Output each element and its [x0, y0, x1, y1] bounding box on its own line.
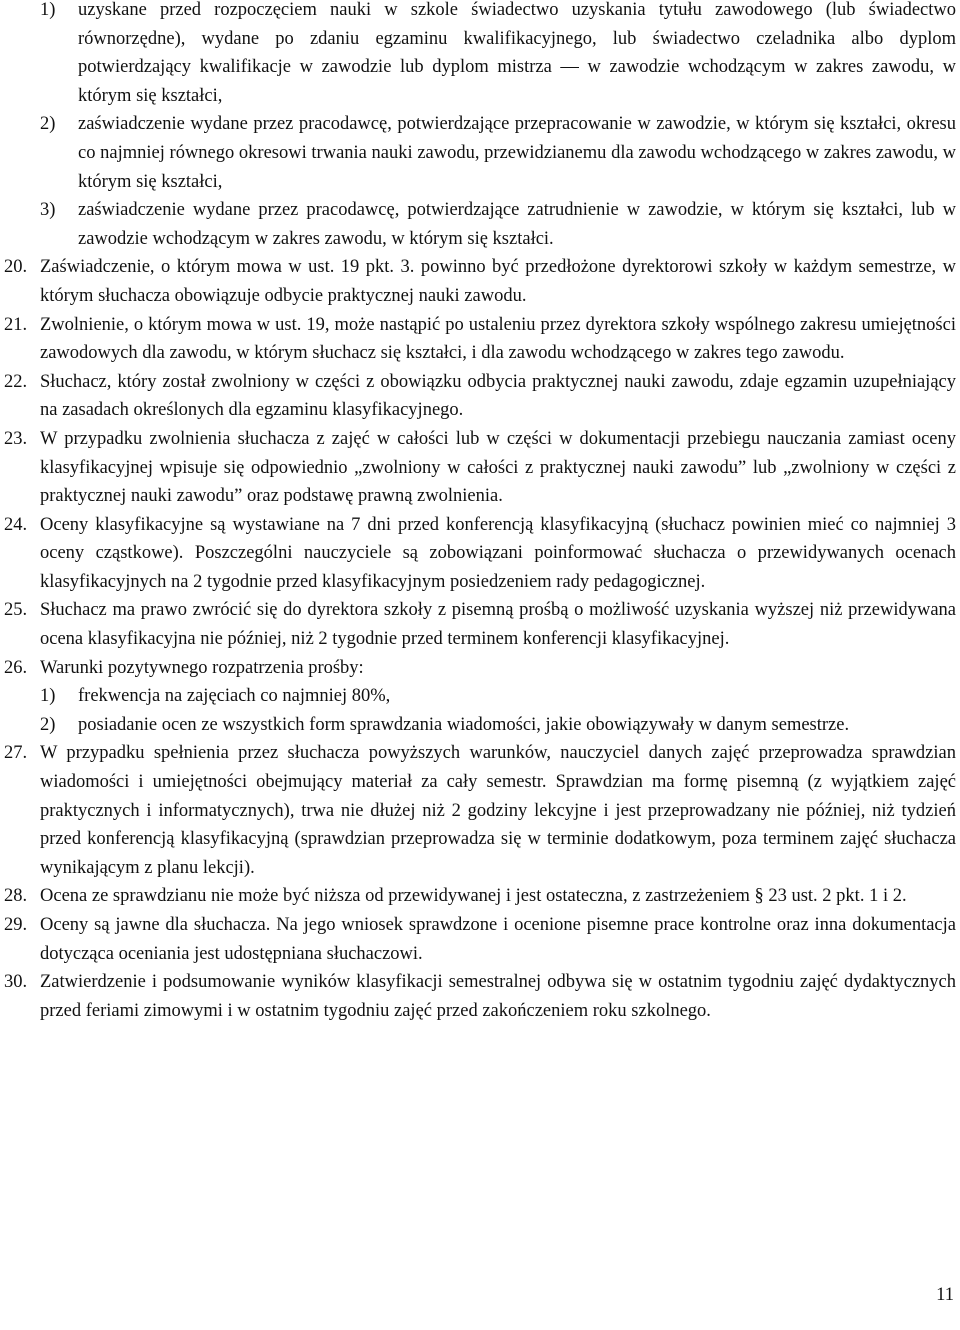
item-text: W przypadku zwolnienia słuchacza z zajęć w całości lub w części w dokumentacji przebiegu nauczania zamiast oceny klasyfikacyjnej wpisuje się odpowiednio „zwolniony w całości z praktycznej nauki zawodu” lub „zwolniony w części z praktycznej nauki zawodu” oraz podstawę prawną zwolnienia.	[40, 428, 956, 507]
item-number: 29.	[4, 915, 28, 935]
item-number: 1)	[40, 0, 56, 20]
item-number: 1)	[40, 686, 56, 707]
list-subitem	[0, 196, 960, 253]
item-text: uzyskane przed rozpoczęciem nauki w szkole świadectwo uzyskania tytułu zawodowego (lub świadectwo równorzędne), wydane po zdaniu egzaminu kwalifikacyjnego, lub świadectwo czeladnika albo dyplom potwierdzający kwalifikacje w zawodzie lub dyplom mistrza — w zawodzie wchodzącym w zakres zawodu, w którym się kształci,	[78, 0, 956, 106]
item-number: 2)	[40, 714, 56, 735]
paragraph-item	[0, 882, 960, 911]
item-text: Zatwierdzenie i podsumowanie wyników klasyfikacji semestralnej odbywa się w ostatnim tygodniu zajęć dydaktycznych przed feriami zimowymi i w ostatnim tygodniu zajęć przed zakończeniem roku szkolnego.	[40, 972, 956, 1021]
item-number: 30.	[4, 972, 28, 993]
paragraph-item	[0, 968, 960, 1025]
paragraph-item	[0, 911, 960, 968]
item-text: posiadanie ocen ze wszystkich form sprawdzania wiadomości, jakie obowiązywały w danym semestrze.	[78, 714, 850, 735]
item-text: zaświadczenie wydane przez pracodawcę, potwierdzające przepracowanie w zawodzie, w którym się kształci, okresu co najmniej równego okresowi trwania nauki zawodu, przewidzianemu dla zawodu wchodzącego w zakres zawodu, w którym się kształci,	[78, 114, 956, 192]
paragraph-item	[0, 739, 960, 882]
item-text: Zaświadczenie, o którym mowa w ust. 19 pkt. 3. powinno być przedłożone dyrektorowi szkoły w każdym semestrze, w którym słuchacza obowiązuje odbycie praktycznej nauki zawodu.	[40, 257, 956, 306]
item-number: 20.	[4, 257, 28, 278]
item-number: 27.	[4, 743, 28, 764]
item-text: Zwolnienie, o którym mowa w ust. 19, może nastąpić po ustaleniu przez dyrektora szkoły wspólnego zakresu umiejętności zawodowych dla zawodu, w którym słuchacz się kształci, i dla zawodu wchodzącego w zakres tego zawodu.	[40, 314, 956, 364]
page-number: 11	[936, 1285, 954, 1305]
item-text: frekwencja na zajęciach co najmniej 80%,	[78, 686, 391, 707]
item-text: Ocena ze sprawdzianu nie może być niższa od przewidywanej i jest ostateczna, z zastrzeżeniem § 23 ust. 2 pkt. 1 i 2.	[40, 886, 907, 907]
item-number: 3)	[40, 200, 56, 221]
item-text: Oceny klasyfikacyjne są wystawiane na 7 dni przed konferencją klasyfikacyjną (słuchacz powinien mieć co najmniej 3 oceny cząstkowe). Poszczególni nauczyciele są zobowiązani poinformować słuchacza o przewidywanych ocenach klasyfikacyjnych na 2 tygodnie przed klasyfikacyjnym posiedzeniem rady pedagogicznej.	[40, 514, 956, 592]
item-number: 23.	[4, 428, 28, 449]
item-number: 24.	[4, 514, 28, 535]
item-number: 22.	[4, 371, 28, 392]
paragraph-item	[0, 311, 960, 368]
list-subitem	[0, 110, 960, 196]
list-subitem	[0, 711, 960, 740]
item-text: W przypadku spełnienia przez słuchacza powyższych warunków, nauczyciel danych zajęć przeprowadza sprawdzian wiadomości i umiejętności obejmujący materiał za cały semestr. Sprawdzian ma formę pisemną (z wyjątkiem zajęć praktycznych i informatycznych), trwa nie dłużej niż 2 godziny lekcyjne i jest przeprowadzany nie później, niż tydzień przed konferencją klasyfikacyjną (sprawdzian przeprowadza się w terminie dodatkowym, poza terminem zajęć słuchacza wynikającym z planu lekcji).	[40, 743, 956, 878]
paragraph-item	[0, 596, 960, 653]
item-number: 28.	[4, 886, 28, 907]
item-number: 26.	[4, 657, 28, 678]
item-number: 2)	[40, 114, 56, 135]
paragraph-item	[0, 253, 960, 310]
paragraph-item	[0, 425, 960, 511]
item-number: 25.	[4, 600, 28, 621]
item-text: Oceny są jawne dla słuchacza. Na jego wniosek sprawdzone i ocenione pisemne prace kontrolne oraz inna dokumentacja dotycząca oceniania jest udostępniana słuchaczowi.	[40, 915, 956, 964]
item-text: zaświadczenie wydane przez pracodawcę, potwierdzające zatrudnienie w zawodzie, w którym się kształci, lub w zawodzie wchodzącym w zakres zawodu, w którym się kształci.	[78, 200, 956, 249]
paragraph-item	[0, 654, 960, 683]
item-number: 21.	[4, 314, 28, 335]
list-subitem	[0, 0, 960, 110]
item-text: Słuchacz ma prawo zwrócić się do dyrektora szkoły z pisemną prośbą o możliwość uzyskania wyższej niż przewidywana ocena klasyfikacyjna nie później, niż 2 tygodnie przed terminem konferencji klasyfikacyjnej.	[40, 600, 956, 650]
paragraph-item	[0, 368, 960, 425]
item-text: Słuchacz, który został zwolniony w części z obowiązku odbycia praktycznej nauki zawodu, zdaje egzamin uzupełniający na zasadach określonych dla egzaminu klasyfikacyjnego.	[40, 371, 956, 421]
list-subitem	[0, 682, 960, 711]
paragraph-item	[0, 511, 960, 597]
item-text: Warunki pozytywnego rozpatrzenia prośby:	[40, 657, 364, 678]
